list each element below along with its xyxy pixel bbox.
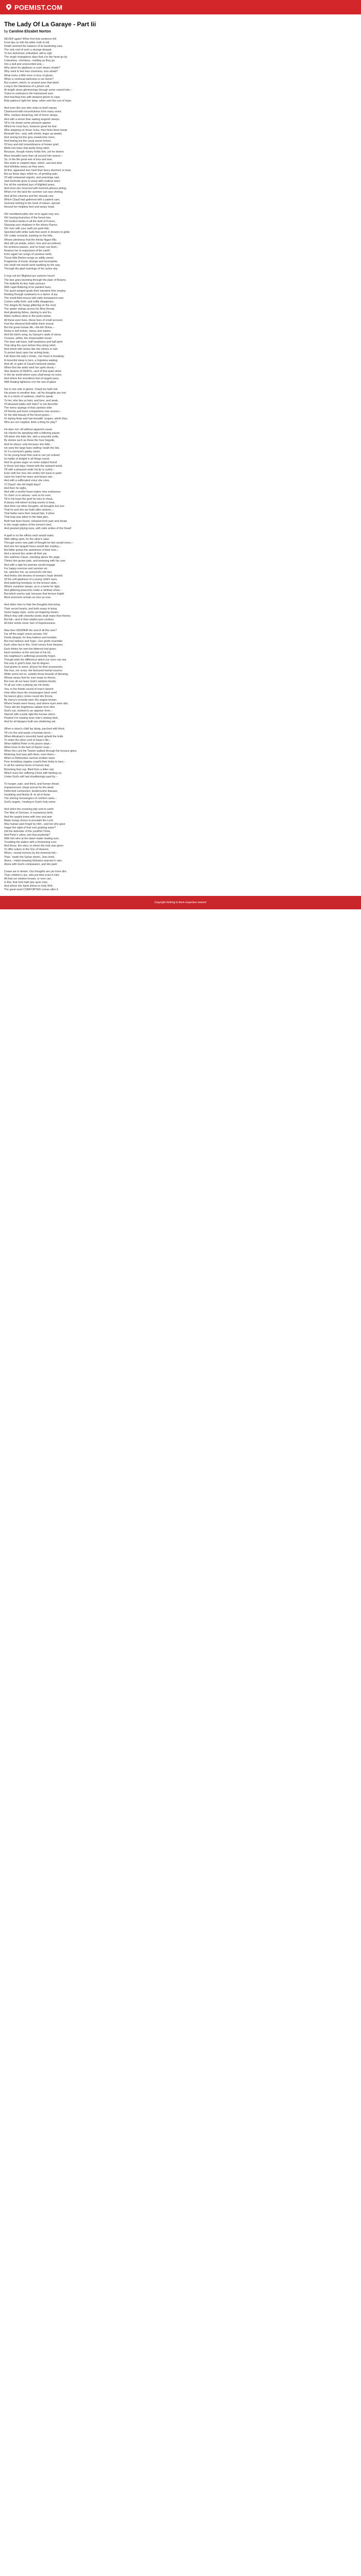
poem-line: And greeted pitying eyes, with calm smiles of the Dead!	[4, 527, 72, 530]
poem-line: Those little Breton songs so wildly sweet,	[4, 257, 54, 260]
poem-line: And oft, in spite of Claud's beloved rebuke,	[4, 362, 56, 366]
poem-line: And still yet amble, which, free and unconfined,	[4, 242, 61, 245]
poem-line: That better were their mutual fate, if when	[4, 512, 55, 516]
poem-line: As in a storm of sadness; shall he speak	[4, 395, 53, 399]
poem-line: Oh! ruddy orchards, basking on the hills,	[4, 234, 53, 238]
poem-line: When Abraham's mournful hand upheld the knife	[4, 735, 63, 738]
poem-line: The bee goes booming through the plain of flowers,	[4, 278, 67, 282]
poem-line: And feeling but the usual sense forlorn,	[4, 140, 52, 143]
poem-line: The shining messengers of comfort came,--	[4, 797, 57, 801]
poem-line: And glittering peacocks make a rainbow show,--	[4, 589, 62, 592]
poem-line: God's angels,--healing in God's holy name.	[4, 801, 56, 804]
poem-line: And most she mourned with feverish piteous pining,	[4, 187, 67, 191]
poem-line: Nor is she sole in gloom. Claud too hath lost	[4, 388, 58, 392]
poem-line: That he and she are both alike undone,--	[4, 509, 54, 512]
poem-line: Till with a pleasant smile his lip is curled,--	[4, 468, 55, 472]
poem-stanza	[4, 808, 357, 867]
poem-line: Upon his hand her tears and kisses rain,	[4, 476, 53, 479]
poem-line: When,--mortal tremors by the immortal felt,--	[4, 852, 58, 855]
poem-line: To offer solace to the Son of Heaven;	[4, 848, 50, 852]
poem-line: And gleaming fishes, darting to and fro,	[4, 311, 52, 315]
poem-line: For happy exercise and summer air;	[4, 567, 48, 570]
poem-line: Who stepping on those rocks, then feels them break	[4, 128, 68, 132]
poem-line: It may not be! Blighted are summer hours!	[4, 275, 55, 278]
poem-line: And then he sighs,	[4, 486, 27, 490]
poem-line: No barren glory circles round His throne,	[4, 694, 54, 698]
author-link[interactable]: Caroline Elizabet Norton	[9, 29, 51, 33]
poem-line: Which Claud had gathered with a patient care,	[4, 198, 60, 201]
poem-line: Of friends and boon companions now unseen,--	[4, 410, 62, 413]
poem-line: With willing spirit, for the other's sake:	[4, 537, 50, 541]
poem-line: To his young heart that scarce can yet unlearn	[4, 453, 60, 457]
poem-line: Under God's will had shudderingly past by:--	[4, 775, 58, 778]
poem-line: Their secret hearts; and both essay to bring	[4, 607, 57, 611]
poem-line: And even like one who sinks to brief repose	[4, 107, 57, 110]
poem-line: In the far world where eyes shall weep no more,	[4, 373, 62, 377]
poem-line: But custom, which, to unused eyes that dwell	[4, 81, 59, 84]
poem-line: And a lament lies under all their joy.	[4, 552, 47, 556]
poem-line: Sad Gertrude grew to weep with restless tears	[4, 180, 60, 183]
poem-line: Reeling through sunbeams in a dance of joy.	[4, 293, 58, 296]
poem-line: Her small red mouth went warbling by the way	[4, 264, 60, 267]
poem-stanza	[4, 275, 357, 384]
poem-line: And with a suffocated voice she cries,	[4, 479, 50, 483]
poem-line: That sting the eyes before they bring relief,	[4, 344, 56, 348]
site-logo-text: POEMIST.COM	[14, 3, 63, 11]
poem-line: She woke to crippled days; which, sad and slow	[4, 161, 62, 165]
poem-line: And where the soundless feet of angels pass,	[4, 377, 59, 381]
poem-line: Or daring feats and hair-breadth 'scapes, which they	[4, 417, 68, 420]
poem-line: The only end of such a strange despair.	[4, 48, 52, 52]
poem-line: To all our cries a pitying ear He lends;	[4, 684, 50, 687]
poem-line: When a slave's child lay dying, parched with thirst,	[4, 727, 65, 731]
footer-copyright: Copyright Nothing to them respective owners!	[154, 901, 207, 905]
poem-line: Of loss and dull remembrance of known grief,	[4, 143, 59, 147]
poem-line: When to Bethesda's sunrise-smitten wave	[4, 757, 55, 760]
poem-line: At length slows glimmerings through some ruined hole,--	[4, 88, 73, 92]
poem-line: By mercy's errands were His angels known;	[4, 698, 57, 702]
poem-line: Its habits of delight in all things round,	[4, 457, 50, 461]
poem-line: A spell is on the efforts each would make,	[4, 534, 55, 537]
poem-line: Who, restless dreaming, full of horror sleeps,	[4, 114, 59, 117]
poem-line: To live deformed; enfeebled; still to sigh	[4, 52, 52, 55]
poem-line: Trains to endurance the imprisoned soul;	[4, 92, 54, 95]
poem-stanza	[4, 783, 357, 805]
poem-line: The great word COMFORTER comes after it.	[4, 888, 59, 892]
poem-line: Make restless silver in the pools below.	[4, 315, 52, 318]
poem-line: Which they with cheerful words shall make their theme;	[4, 614, 71, 618]
poem-line: Death seemed the balance of its burdening care,	[4, 44, 63, 48]
poem-line: Into a dull and unrecorded woe,--	[4, 63, 44, 66]
poem-line: A dreary mill-wheel circling seems to beat,	[4, 501, 55, 505]
poem-line: Of the soft gladness of a young child's eyes,	[4, 578, 58, 581]
poem-stanza	[4, 388, 357, 425]
poem-line: Far off the angel voices answer, No!	[4, 633, 48, 636]
poem-line: So, in the life great reel of loss and woe,	[4, 158, 53, 161]
poem-line: For all the vanished joys of blighted years,	[4, 183, 55, 187]
poem-line: When first the awful wish her spirit shook,--	[4, 366, 56, 369]
poem-body	[4, 38, 357, 892]
poem-line: Long in the blankness of a prison cell,	[4, 84, 50, 88]
poem-line: His neighbour's sufferings presently forgot,	[4, 654, 56, 658]
poem-line: Till in his brain the grief he tries to cheat,	[4, 497, 53, 501]
poem-line: Not only in grief's kind, but its degree:	[4, 662, 50, 665]
poem-line: By stories such as these the hour beguile,	[4, 439, 55, 443]
poem-line: To smite the silver cord of Isaac's life,--	[4, 738, 52, 742]
poem-stanza	[4, 428, 357, 531]
poem-line: NEVER again! When first that sentence fell	[4, 37, 56, 41]
poem-line: At first, appeared less hard than fancy deemed, to bear.	[4, 168, 72, 172]
poem-line: And with a worse than waking anguish weeps,	[4, 117, 60, 121]
poem-line: And all the volumes and the missals rare,	[4, 194, 54, 198]
poem-line: The merry sayings of that careless tribe	[4, 406, 52, 410]
poem-line: More dreadful were than all around him seems:--	[4, 154, 63, 158]
poem-line: And teaching how with deepest gloom to cope,	[4, 96, 61, 99]
poem-line: Must evermore remain as lone as now.	[4, 596, 51, 600]
poem-line: When lions to the feet of Daniel crept,--	[4, 745, 52, 749]
poem-line: Who are not crippled, think a thing for play?	[4, 421, 57, 425]
poem-line: 'Pale, 'neath the Syrian sheen, Jesu knelt,	[4, 855, 55, 859]
poem-line: Made loving chorus to proclaim the Lord;	[4, 819, 54, 822]
poem-line: And the bird's song, by Garaye's walls of stone,	[4, 333, 62, 336]
poem-line: Where sunshine sleeps, as in a home for light,	[4, 585, 60, 589]
poem-line: Where hearts were heavy, and where eyes were dim,	[4, 702, 69, 705]
poem-line: Echo again her songs of careless mirth,	[4, 252, 53, 256]
poem-byline	[4, 30, 357, 33]
poem-line: There did the brightness radiate from Him;	[4, 706, 56, 709]
poem-stanza	[4, 727, 357, 778]
poem-line: In the rough waters of the torrent's bed,	[4, 523, 52, 527]
poem-line: Comes softly forth, and softly disappears,	[4, 300, 55, 304]
poem-line: The small field-mouse with wide transparent ears	[4, 296, 64, 300]
poem-line: When o'er the land the summer sun was shining;	[4, 191, 63, 194]
poem-line: Starred with a polar light the human storm;	[4, 713, 56, 717]
poem-line: What recks a little more or less of gloom,	[4, 74, 54, 77]
poem-line: But fail,--and in their wistful eyes confess	[4, 618, 54, 621]
poem-line: Restore her to enjoyment of the earth!	[4, 249, 51, 252]
poem-line: Bids patience light her lamp, when sets the sun of hope.	[4, 99, 72, 103]
poem-line: And those, the elect, to whom the look was given	[4, 844, 63, 848]
poem-line: Humbling and fleshly ill--to all of these	[4, 793, 51, 797]
poem-line: The quick-winged gnats their transient time employ	[4, 289, 66, 293]
poem-line: Than children's are, who put their trust in Him:	[4, 873, 60, 877]
poem-line: The dragon-fly hangs glittering on the reed,	[4, 304, 57, 308]
site-footer	[0, 896, 361, 909]
poem-line: And either tries to hide the thoughts that wring	[4, 603, 60, 607]
poem-line: The slow salt tears, half weakness and half grief,	[4, 341, 63, 344]
poem-line: She dreams of DEATH,--and of that quiet shore	[4, 369, 62, 373]
poem-line: Was human pain forgot by Him,--and He who gave	[4, 822, 65, 826]
poem-line: Each wonders at the sorrows of his lot;	[4, 651, 51, 654]
poem-line: Of wild unlearned regrets, and yearnings vain,	[4, 176, 60, 180]
poem-line: The Man of Sorrows, in mysterious birth;	[4, 811, 54, 815]
poem-line: He, watches her, as surround's she lies,	[4, 570, 53, 574]
poem-line: And he grows eager on some subject found	[4, 461, 57, 464]
poem-line: God grants to some, all joys for their possession,	[4, 665, 63, 669]
poem-line: When a continual darkness is our doom?	[4, 77, 54, 81]
poem-line: Some happy topic, some yet lingering dream,	[4, 611, 59, 614]
poem-line: But the great human life,--the life Divine,--	[4, 326, 55, 329]
poem-stanza	[4, 38, 357, 104]
poem-line: With him who at the dawn made healing sure,	[4, 837, 60, 841]
poem-line: Even with her love she smiles him back to paint	[4, 472, 62, 476]
poem-line: Cease we to dream. Our thoughts are yet more dim	[4, 870, 67, 873]
poem-line: Imprisonment; sharp sorrow for the dead;	[4, 786, 54, 789]
poem-line: Floated o'er tossing seas man's sinking bark,	[4, 717, 59, 720]
byline-prefix: by	[4, 29, 8, 33]
poem-line: Feel the ethereal thrill within them mount;	[4, 322, 54, 326]
poem-line: Alone,--'midst sleeping followers warned in vain;	[4, 859, 62, 862]
site-logo[interactable]	[5, 4, 62, 11]
poem-line: In all the various forms of human trial,	[4, 764, 50, 768]
poem-line: Melts into tears that partly bring relief,	[4, 147, 50, 150]
poem-line: How often have His messengers been sent!	[4, 691, 57, 694]
poem-line: Nor loss, nor cross, the favoured mortal mourns;	[4, 669, 63, 673]
poem-line: Brimming that cup, filled from a bitter vial,	[4, 768, 55, 771]
poem-line: Speckled with white sails that seem in dreams to glide;	[4, 231, 71, 234]
poem-line: God's ear, inclined in an opposer form,--	[4, 709, 53, 713]
poem-line: And he obeys--only because she bids--	[4, 443, 52, 446]
poem-line: No sickness passes, and no heart can bind,--	[4, 245, 59, 249]
poem-line: Both had been found, released from pain and dread,	[4, 519, 68, 523]
poem-title: The Lady Of La Garaye - Part Iii	[4, 21, 96, 28]
poem-line: To her, who lies so faint, and lone, and weak,	[4, 399, 59, 402]
poem-line: Oh! woodland paths she ne'er again may see,	[4, 212, 60, 216]
poem-line: Colourless,--formless,--melting as they go	[4, 59, 55, 63]
poem-line: Why seek to feel less cheerless, less afraid?	[4, 70, 58, 74]
poem-line: Fall down the lady's cheek,--her heart is breaking;	[4, 355, 64, 359]
poem-stanza	[4, 107, 357, 209]
poem-line: Glassing your shadows in the silvery Rance;	[4, 224, 58, 227]
poem-line: Alone with God's compassion, and His pain!	[4, 862, 58, 866]
poem-line: When the Lord the Twelve walked through the furnace glare,	[4, 750, 77, 753]
poem-line: Beneath him,--and, with shriek, leaps up awake;	[4, 132, 62, 135]
poem-line: Oh! river with your swift yet quiet tide,	[4, 227, 50, 231]
poem-line: Troubling the waters with a freshening cure;	[4, 841, 57, 844]
poem-line: To cheer or to amuse;--and so for ever,	[4, 494, 52, 497]
poem-line: To hunger, pain, and thirst, and human dread;	[4, 782, 59, 786]
poem-line: All these poor lives--these lives of small account,	[4, 318, 63, 322]
poem-line: Believing God was with them, even there;--	[4, 753, 56, 757]
poem-line: With floating lightness o'er the sea of glass.	[4, 381, 57, 384]
poem-line: Around her helpless feet and weary head.	[4, 205, 55, 209]
poem-line: Fragments of music strange and incomplete,	[4, 260, 58, 264]
poem-line: To prison back upon her aching brain,	[4, 351, 50, 355]
poem-stanza	[4, 534, 357, 600]
poem-line: And when the crowning pity sent to earth	[4, 808, 54, 811]
poem-line: He checks his speaking with a faltering pause;	[4, 432, 60, 435]
poem-line: And the angels knew with love and awe	[4, 815, 52, 819]
poem-line: Oh! tossing branches of the forest tree,	[4, 216, 52, 219]
poem-line: A mournful sleep is hers, a hopeless waking;	[4, 359, 58, 362]
poem-line: And where His Spirit shines in Holy Writ,	[4, 885, 53, 888]
poem-line: Or the wild beauty of the forest green,--	[4, 413, 52, 417]
poem-line: While some toil on, outside those bounds of blessing,	[4, 673, 69, 676]
poem-line: That leap was taken in the fatal glen,	[4, 516, 49, 519]
poem-line: 'O Claud!--the old bright days!'	[4, 483, 41, 486]
poem-line: But bitter grows the sweetness of their love,--	[4, 549, 59, 552]
poem-line: He dare not--oft without apparent cause	[4, 428, 53, 432]
poem-line: And which with weary lids she strives in vain	[4, 348, 58, 351]
poem-line: Crosses, within, the irrepressible moan!	[4, 337, 52, 340]
poem-line: Through the glad roamings of her active day.	[4, 267, 58, 271]
poem-line: All their words never own of hopelessness.	[4, 621, 56, 625]
poem-line: Oh! lovliest banks in all the land of France,	[4, 220, 56, 224]
poem-line: Each other but in this. Grief comes from Heaven;	[4, 643, 63, 647]
poem-line: All that our wisdom knows, or ever can,	[4, 877, 52, 881]
poem-line: Hagar the sight of that cool gushing wave?	[4, 826, 56, 829]
poem-line: And pattering footsteps on the terrace wide,--	[4, 582, 59, 585]
poem-line: And she her languid hours would fain employ,--	[4, 545, 61, 549]
poem-line: Seemed nothing to the book of nature, spread	[4, 201, 60, 205]
poem-line: Because, though misery holds him, yet he deems	[4, 150, 64, 154]
poem-line: Deformed contraction; burdensome disease;	[4, 789, 58, 793]
poem-line: He sees the large tears welling 'neath the lids,	[4, 446, 60, 450]
poem-line: And Peter's usher, join that prudently?	[4, 834, 51, 837]
poem-line: Of pleasant walks and rides? or yet describe	[4, 402, 58, 406]
poem-line: From lips so loth the bitter truth to tell,	[4, 41, 50, 44]
poem-line: In those lost days, linked with the outward world,	[4, 465, 63, 468]
poem-line: But which seems sad, because that terrace bright	[4, 592, 64, 596]
poem-line: Through some new path of thought he fain would move,--	[4, 541, 74, 545]
poem-line: Which even the suffering Christ with fainting cry	[4, 771, 62, 775]
poem-line: She watches Claud,--bending above the page;	[4, 556, 60, 560]
poem-line: Till in his dream some pinnacle appear	[4, 121, 51, 125]
poem-line: Devils despair, for they believe and tremble;	[4, 636, 57, 640]
poem-line: Or if a moment's gaiety return	[4, 450, 40, 453]
poem-line: And seeing but the grey unwelcome morn,	[4, 136, 56, 140]
poem-line: Oft when she bids him, with a mournful smile,	[4, 435, 59, 439]
poem-line: When faithful Peter in his prison slept,--	[4, 742, 52, 745]
poem-line: Why strive for gladness in such dreary shade?	[4, 66, 60, 70]
poem-line: Till o'er the arid waste a fountain burst;--	[4, 731, 53, 735]
poem-line: But over all our tears God's rainbow bends;	[4, 680, 57, 684]
poem-line: And thinks she dreams of woman's hope denied;	[4, 574, 63, 578]
poem-line: Which he must face, however great his fear:	[4, 125, 58, 128]
poem-line: Was then DESPAIR the end of all this woe?	[4, 629, 57, 633]
poem-line: The rough changeless days that o'er the heart go by	[4, 56, 68, 59]
poem-line: But as those days rolled on, of grinding pain,	[4, 172, 58, 176]
poem-line: And with a woeful heart makes new endeavour	[4, 490, 61, 494]
poem-stanza	[4, 870, 357, 892]
poem-line: With rapid fluttering of its painted hues,	[4, 285, 52, 289]
poem-line: Thinks him grown pale, and wearying with his care;	[4, 560, 66, 563]
poem-line: Yea, to the feeble sound of man's lament	[4, 687, 54, 691]
poem-line: Each thinks his own the bitterest trial given;	[4, 647, 57, 651]
poem-line: And drive out other thoughts--all thoughts but one:	[4, 505, 65, 509]
poem-line: But men believe and hope;--Our griefs resemble	[4, 640, 63, 643]
poem-line: And for all dangers built one sheltering ark.	[4, 720, 56, 724]
poem-line: Clamoured with mournfulness from many woes;	[4, 110, 62, 114]
poem-line: Did the defender of the youthful Three,	[4, 829, 51, 833]
poem-line: Whose plenteous fruit the thirsty flagon fills;	[4, 238, 57, 242]
poem-stanza	[4, 603, 357, 625]
poem-stanza	[4, 629, 357, 724]
poem-line: The spider swings across his filmy thread,	[4, 308, 55, 311]
poem-line: The butterfly its tiny mate pursues	[4, 282, 45, 285]
site-header	[0, 0, 361, 14]
poem-stanza	[4, 213, 357, 272]
poem-line: And with a sigh his promise would engage	[4, 563, 55, 567]
poemist-logo-icon	[5, 4, 12, 11]
poem-line: Though wide the difference which our eyes can see	[4, 658, 67, 662]
poem-line: Rests in dull torture, heavy and supine,	[4, 329, 52, 333]
poem-line: Whose weary feet for ever tread on thorns;	[4, 676, 56, 680]
poem-line: Is this: that God hath pity upon man;	[4, 881, 48, 885]
poem-line: And infinitely weary as they were,	[4, 165, 45, 168]
poem-line: His power to smother fear,--all his thoughts are tost	[4, 392, 66, 395]
main-content	[0, 14, 361, 892]
poem-line: Poor trembling cripples crawl'd their limbs to lave;--	[4, 760, 66, 764]
